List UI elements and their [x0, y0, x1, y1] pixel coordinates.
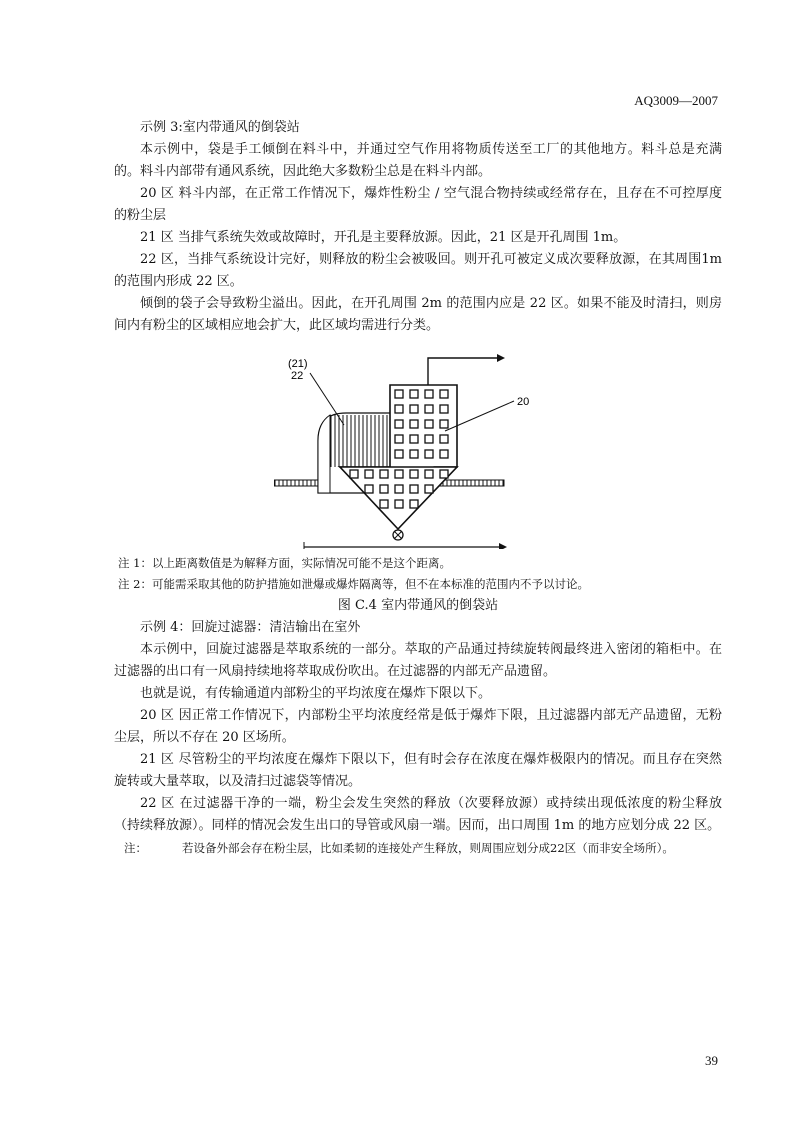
example4-zone20: 20 区 因正常工作情况下，内部粉尘平均浓度经常是低于爆炸下限，且过滤器内部无产品遗留，无粉尘层，所以不存在 20 区场所。: [114, 708, 722, 745]
example4-paragraph: 本示例中，回旋过滤器是萃取系统的一部分。萃取的产品通过持续旋转阀最终进入密闭的箱柜中。在过滤器的出口有一风扇持续地将萃取成份吹出。在过滤器的内部无产品遗留。: [114, 642, 722, 679]
example3-zone22: 22 区，当排气系统设计完好，则释放的粉尘会被吸回。则开孔可被定义成次要释放源，在其周围1m 的范围内形成 22 区。: [114, 252, 722, 289]
figure-caption: 图 C.4 室内带通风的倒袋站: [337, 598, 499, 613]
figure-note-1: 注 1：以上距离数值是为解释方面，实际情况可能不是这个距离。: [118, 556, 451, 570]
label-22: 22: [291, 370, 304, 382]
example4-concentration: 也就是说，有传输通道内部粉尘的平均浓度在爆炸下限以下。: [140, 686, 492, 701]
label-21: (21): [288, 358, 308, 370]
label-20: 20: [517, 396, 530, 408]
exhaust-duct: [428, 358, 497, 385]
example4-note: [114, 837, 722, 859]
example4-title: 示例 4：回旋过滤器：清洁输出在室外: [140, 620, 361, 635]
document-code: AQ3009—2007: [634, 93, 718, 108]
bag-station-diagram: [274, 343, 574, 549]
exhaust-arrow: [497, 354, 505, 362]
figure-c4: [114, 343, 722, 553]
figure-note-2: 注 2：可能需采取其他的防护措施如泄爆或爆炸隔离等，但不在本标准的范围内不予以讨论。: [118, 577, 589, 591]
example3-title: 示例 3:室内带通风的倒袋站: [140, 120, 300, 135]
example3-zone21: 21 区 当排气系统失效或故障时，开孔是主要释放源。因此，21 区是开孔周围 1m。: [140, 230, 627, 245]
note-text: 若设备外部会存在粉尘层，比如柔韧的连接处产生释放，则周围应划分成22区（而非安全场所）。: [182, 841, 674, 855]
example4-zone22: 22 区 在过滤器干净的一端，粉尘会发生突然的释放（次要释放源）或持续出现低浓度的粉尘释放（持续释放源）。同样的情况会发生出口的导管或风扇一端。因而，出口周围 1m 的地方应划分成 22 区。: [114, 796, 722, 833]
example3-zone20: 20 区 料斗内部，在正常工作情况下，爆炸性粉尘 / 空气混合物持续或经常存在，且存在不可控厚度的粉尘层: [114, 186, 722, 223]
page-content: [114, 117, 722, 859]
note-label: 注：: [124, 841, 147, 855]
example3-spill: 倾倒的袋子会导致粉尘溢出。因此，在开孔周围 2m 的范围内应是 22 区。如果不能及时清扫，则房间内有粉尘的区域相应地会扩大，此区域均需进行分类。: [114, 296, 722, 333]
page-number: 39: [705, 1053, 718, 1068]
example4-zone21: 21 区 尽管粉尘的平均浓度在爆炸下限以下，但有时会存在浓度在爆炸极限内的情况。而且存在突然旋转或大量萃取，以及清扫过滤袋等情况。: [114, 752, 722, 789]
example3-paragraph: 本示例中，袋是手工倾倒在料斗中，并通过空气作用将物质传送至工厂的其他地方。料斗总是充满的。料斗内部带有通风系统，因此绝大多数粉尘总是在料斗内部。: [114, 142, 722, 179]
